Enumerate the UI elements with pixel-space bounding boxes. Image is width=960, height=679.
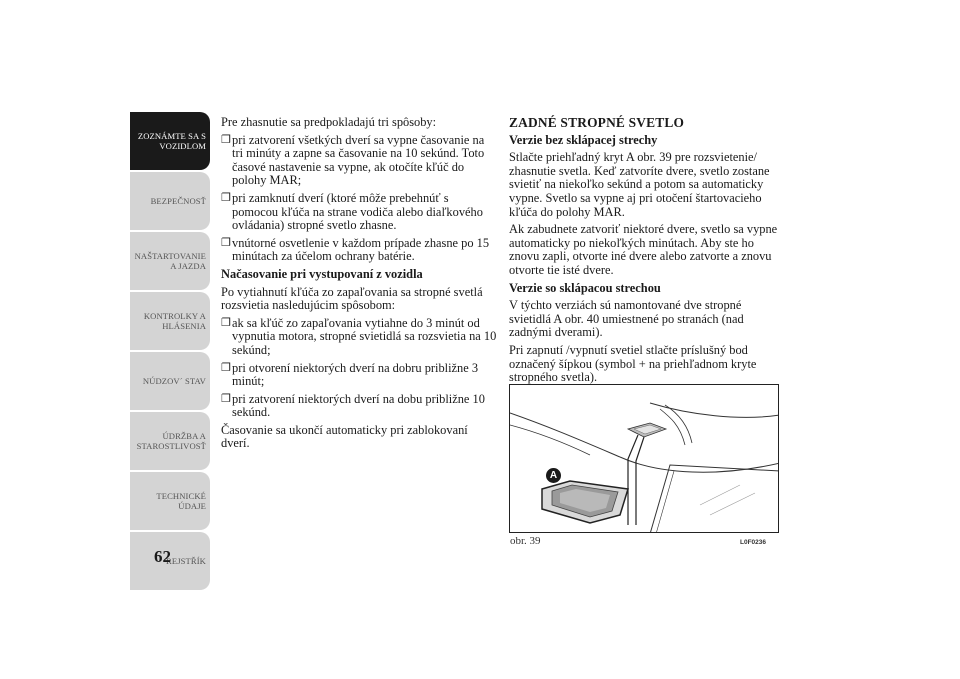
- tab-rejstrik[interactable]: REJSTŘÍK: [130, 532, 210, 590]
- tab-bezpecnost[interactable]: BEZPEČNOSŤ: [130, 172, 210, 230]
- tab-nastartovanie[interactable]: NAŠTARTOVANIE A JAZDA: [130, 232, 210, 290]
- checkbox-bullet-icon: ❐: [221, 361, 231, 374]
- ceiling-light-illustration: [510, 385, 779, 533]
- paragraph: Po vytiahnutí kľúča zo zapaľovania sa stropné svetlá rozsvietia nasledujúcim spôsobom:: [221, 284, 483, 313]
- paragraph: Stlačte priehľadný kryt A obr. 39 pre rozsvietenie/ zhasnutie svetla. Keď zatvoríte dvere, svetlo zostane svietiť na niekoľko sekúnd a potom sa automaticky vypne. Svetlo sa vypne aj pri otočení štartovacieho kľúča do polohy MAR.: [509, 150, 770, 219]
- paragraph: Ak zabudnete zatvoriť niektoré dvere, svetlo sa vypne automaticky po niekoľkých minútach. Aby ste ho znovu zapli, otvorte iné dvere alebo zatvorte a znovu otvorte tie isté dvere.: [509, 222, 778, 277]
- page-number: 62: [154, 547, 171, 566]
- checkbox-bullet-icon: ❐: [221, 236, 231, 249]
- tab-zoznamte-sa[interactable]: ZOZNÁMTE SA S VOZIDLOM: [130, 112, 210, 170]
- checkbox-bullet-icon: ❐: [221, 316, 231, 329]
- tab-udrzba[interactable]: ÚDRŽBA A STAROSTLIVOSŤ: [130, 412, 210, 470]
- section-title: ZADNÉ STROPNÉ SVETLO: [509, 115, 685, 130]
- figure-code: L0F0236: [740, 539, 767, 546]
- section-heading: Načasovanie pri vystupovaní z vozidla: [221, 266, 423, 281]
- checkbox-bullet-icon: ❐: [221, 133, 231, 146]
- list-item: ❐ pri zatvorení niektorých dverí na dobu približne 10 sekúnd.: [221, 391, 485, 420]
- list-item: ❐ vnútorné osvetlenie v každom prípade zhasne po 15 minútach za účelom ochrany batérie.: [221, 235, 490, 264]
- list-item: ❐ pri zatvorení všetkých dverí sa vypne časovanie na tri minúty a zapne sa časovanie na 10 sekúnd. Toto časové nastavenie sa vypne, ak otočíte kľúč do polohy MAR;: [221, 132, 485, 188]
- tab-kontrolky[interactable]: KONTROLKY A HLÁSENIA: [130, 292, 210, 350]
- list-item: ❐ ak sa kľúč zo zapaľovania vytiahne do 3 minút od vypnutia motora, stropné svietidlá sa rozsvietia na 10 sekúnd;: [221, 315, 497, 357]
- paragraph: Pri zapnutí /vypnutí svetiel stlačte príslušný bod označený šípkou (symbol + na priehľadnom kryte stropného svetla).: [509, 342, 757, 385]
- tab-technicke-udaje[interactable]: TECHNICKÉ ÚDAJE: [130, 472, 210, 530]
- list-item: ❐ pri zamknutí dverí (ktoré môže prebehnúť s pomocou kľúča na strane vodiča alebo diaľkového ovládania) stropné svetlo zhasne.: [221, 190, 483, 233]
- left-column: [221, 116, 497, 455]
- figure-caption: obr. 39: [510, 535, 541, 547]
- checkbox-bullet-icon: ❐: [221, 392, 231, 405]
- list-item: ❐ pri otvorení niektorých dverí na dobru približne 3 minút;: [221, 360, 479, 389]
- paragraph: V týchto verziách sú namontované dve stropné svietidlá A obr. 40 umiestnené po stranách (nad zadnými dverami).: [509, 298, 744, 340]
- intro-text: Pre zhasnutie sa predpokladajú tri spôsoby:: [221, 115, 437, 129]
- closing-text: Časovanie sa ukončí automaticky pri zablokovaní dverí.: [221, 422, 468, 451]
- tab-nudzovy-stav[interactable]: NÚDZOV´ STAV: [130, 352, 210, 410]
- right-column: [509, 116, 783, 389]
- subheading: Verzie so sklápacou strechou: [509, 280, 661, 295]
- callout-a-label: A: [546, 468, 561, 483]
- figure-rear-ceiling-light: [509, 384, 779, 533]
- checkbox-bullet-icon: ❐: [221, 191, 231, 204]
- subheading: Verzie bez sklápacej strechy: [509, 132, 658, 147]
